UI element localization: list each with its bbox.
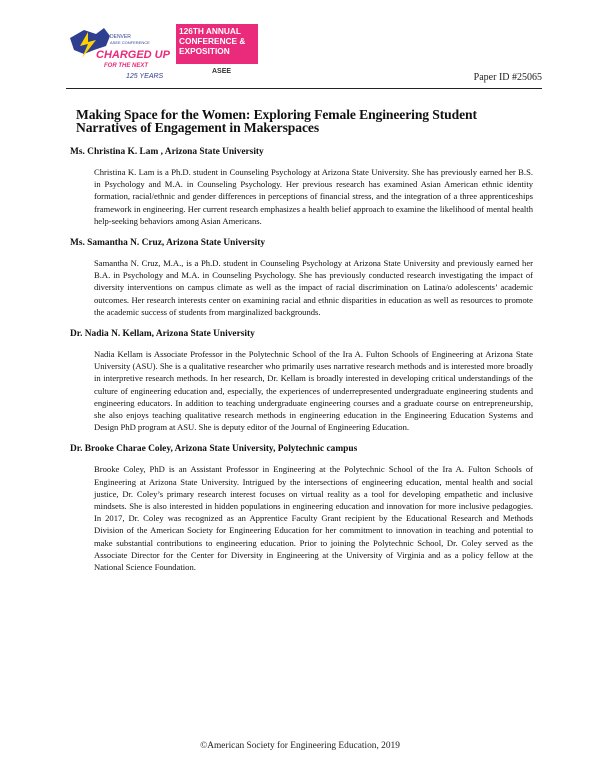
author-bio: Christina K. Lam is a Ph.D. student in Counseling Psychology at Arizona State University. She has previously earned her B.S. in Psychology and M.A. in Counseling Psychology. Her previous research has examined Asian American ethnic identity formation, racial/ethnic and gender differences in perceptions of financial stress, and the integration of a three apprenticeships framework in engineering. Her current research emphasizes a health belief approach to examine the likelihood of mental health help-seeking behaviors among Asian Americans. [94, 167, 533, 226]
paper-title: Making Space for the Women: Exploring Female Engineering Student Narratives of Engagement in Makerspaces [76, 107, 477, 135]
author-bio: Brooke Coley, PhD is an Assistant Professor in Engineering at the Polytechnic School of the Ira A. Fulton Schools of Engineering at Arizona State University. Intrigued by the intersections of engineering education, mental health and social justice, Dr. Coley’s primary research interest focuses on virtual reality as a tool for developing empathetic and inclusive mindsets. She is also interested in hidden populations in engineering education and innovation for more inclusive pedagogies. In 2017, Dr. Coley was recognized as an Apprentice Faculty Grant recipient by the Educational Research and Methods Division of the American Society for Engineering Education for her commitment to innovation in teaching and potential to make substantial contributions to engineering education. Prior to joining the Polytechnic School, Dr. Coley served as the Associate Director for the Center for Diversity in Engineering at the University of Virginia and as a policy fellow at the National Science Foundation. [94, 464, 533, 573]
conference-logo [66, 24, 170, 82]
logo-text-asee-conf: ASEE CONFERENCE [110, 40, 150, 45]
author-bio: Samantha N. Cruz, M.A., is a Ph.D. student in Counseling Psychology at Arizona State University and previously earned her B.A. in Psychology and M.A. in Counseling Psychology. She has previously conducted research investigating the impact of diversity interventions on campus climate as well as the impact of racial discrimination on Latina/o adolescents’ academic outcomes. Her research interests center on examining racial and ethnic disparities in education as well as resources to promote the academic success of students from marginalized backgrounds. [94, 258, 533, 317]
author-name: Dr. Nadia N. Kellam, Arizona State University [70, 329, 255, 340]
asee-logo: ASEE [212, 68, 232, 75]
badge-line-3: EXPOSITION [179, 46, 230, 56]
author-name: Ms. Samantha N. Cruz, Arizona State University [70, 238, 266, 249]
header-divider [66, 88, 542, 89]
copyright-footer: ©American Society for Engineering Education, 2019 [200, 741, 400, 751]
badge-line-1: 126TH ANNUAL [179, 26, 241, 36]
logo-text-for-the-next: FOR THE NEXT [104, 63, 149, 69]
paper-id: Paper ID #25065 [473, 72, 542, 83]
conference-header [66, 20, 542, 86]
paper-content [70, 107, 533, 584]
badge-line-2: CONFERENCE & [179, 36, 246, 46]
author-bio: Nadia Kellam is Associate Professor in the Polytechnic School of the Ira A. Fulton Schools of Engineering at Arizona State University (ASU). She is a qualitative researcher who primarily uses narrative research methods and is interested more broadly in interpretive research methods. In her research, Dr. Kellam is broadly interested in developing critical understandings of the culture of engineering education and, especially, the experiences of underrepresented undergraduate engineering students and engineering educators. In addition to teaching undergraduate engineering courses and a graduate course on entrepreneurship, she also enjoys teaching qualitative research methods in engineering education in the Engineering Education Systems and Design PhD program at ASU. She is deputy editor of the Journal of Engineering Education. [94, 349, 533, 433]
logo-text-125-years: 125 YEARS [126, 73, 164, 80]
conference-badge [176, 24, 258, 64]
logo-text-denver: DENVER [110, 34, 131, 40]
author-name: Ms. Christina K. Lam , Arizona State University [70, 147, 264, 157]
author-name: Dr. Brooke Charae Coley, Arizona State University, Polytechnic campus [70, 444, 358, 455]
logo-text-charged-up: CHARGED UP [96, 49, 170, 61]
